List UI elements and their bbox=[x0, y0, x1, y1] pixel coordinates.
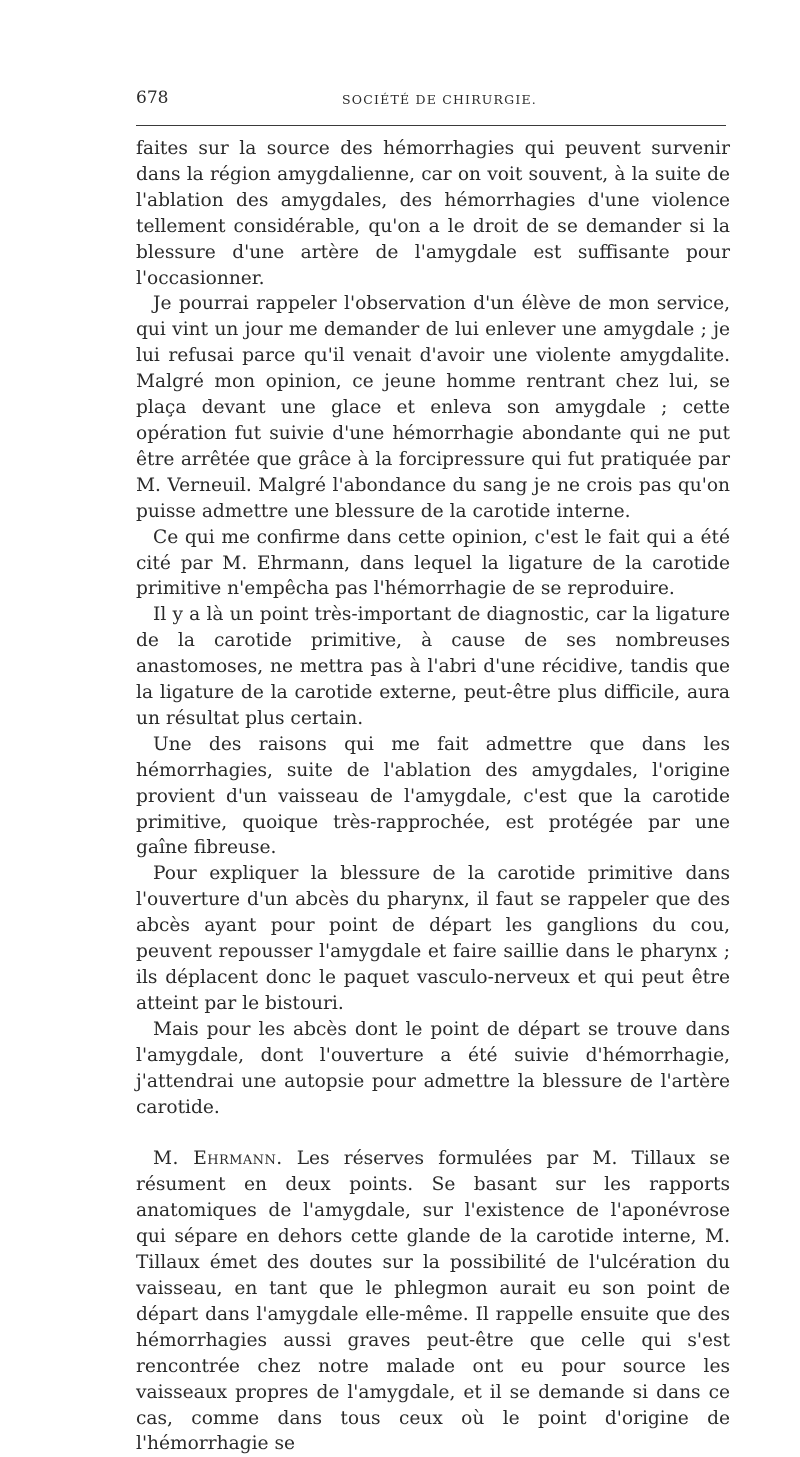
book-page bbox=[136, 86, 730, 1457]
paragraph: Une des raisons qui me fait admettre que dans les hémorrhagies, suite de l'ablation des amygdales, l'origine provient d'un vaisseau de l'amygdale, c'est que la carotide primitive, quoique très-rapprochée, est protégée par une gaîne fibreuse. bbox=[136, 733, 730, 859]
paragraph: faites sur la source des hémorrhagies qui peuvent survenir dans la région amygdalienne, car on voit souvent, à la suite de l'ablation des amygdales, des hémorrhagies d'une violence tellement considérable, qu'on a le droit de se demander si la blessure d'une artère de l'amygdale est suffisante pour l'occasionner. bbox=[136, 138, 730, 289]
header-rule bbox=[136, 125, 726, 126]
speaker-paragraph bbox=[136, 1146, 730, 1457]
paragraph: Mais pour les abcès dont le point de départ se trouve dans l'amygdale, dont l'ouverture a été suivie d'hémorrhagie, j'attendrai une autopsie pour admettre la blessure de l'artère carotide. bbox=[136, 1018, 730, 1118]
page-number: 678 bbox=[136, 88, 169, 108]
body-text bbox=[136, 136, 730, 1457]
paragraph: Il y a là un point très-important de diagnostic, car la ligature de la carotide primitive, à cause de ses nombreuses anastomoses, ne mettra pas à l'abri d'une récidive, tandis que la ligature de la carotide externe, peut-être plus difficile, aura un résultat plus certain. bbox=[136, 604, 730, 729]
speaker-name: M. Ehrmann. bbox=[153, 1148, 283, 1170]
paragraph: Pour expliquer la blessure de la carotide primitive dans l'ouverture d'un abcès du pharynx, il faut se rappeler que des abcès ayant pour point de départ les ganglions du cou, peuvent repousser l'amygdale et faire saillie dans le pharynx ; ils déplacent donc le paquet vasculo-nerveux et qui peut être atteint par le bistouri. bbox=[136, 863, 730, 1014]
running-head bbox=[136, 86, 730, 116]
speaker-text: Les réserves formulées par M. Tillaux se résument en deux points. Se basant sur les rapports anatomiques de l'amygdale, sur l'existence de l'aponévrose qui sépare en dehors cette glande de la carotide interne, M. Tillaux émet des doutes sur la possibilité de l'ulcération du vaisseau, en tant que le phlegmon aurait eu son point de départ dans l'amygdale elle-même. Il rappelle ensuite que des hémorrhagies aussi graves peut-être que celle qui s'est rencontrée chez notre malade ont eu pour source les vaisseaux propres de l'amygdale, et il se demande si dans ce cas, comme dans tous ceux où le point d'origine de l'hémorrhagie se bbox=[136, 1148, 730, 1455]
running-title: SOCIÉTÉ DE CHIRURGIE. bbox=[342, 92, 537, 107]
paragraph: Ce qui me confirme dans cette opinion, c'est le fait qui a été cité par M. Ehrmann, dans lequel la ligature de la carotide primitive n'empêcha pas l'hémorrhagie de se reproduire. bbox=[136, 526, 730, 600]
paragraph: Je pourrai rappeler l'observation d'un élève de mon service, qui vint un jour me demander de lui enlever une amygdale ; je lui refusai parce qu'il venait d'avoir une violente amygdalite. Malgré mon opinion, ce jeune homme rentrant chez lui, se plaça devant une glace et enleva son amygdale ; cette opération fut suivie d'une hémorrhagie abondante qui ne put être arrêtée que grâce à la forcipressure qui fut pratiquée par M. Verneuil. Malgré l'abondance du sang je ne crois pas qu'on puisse admettre une blessure de la carotide interne. bbox=[136, 293, 730, 522]
